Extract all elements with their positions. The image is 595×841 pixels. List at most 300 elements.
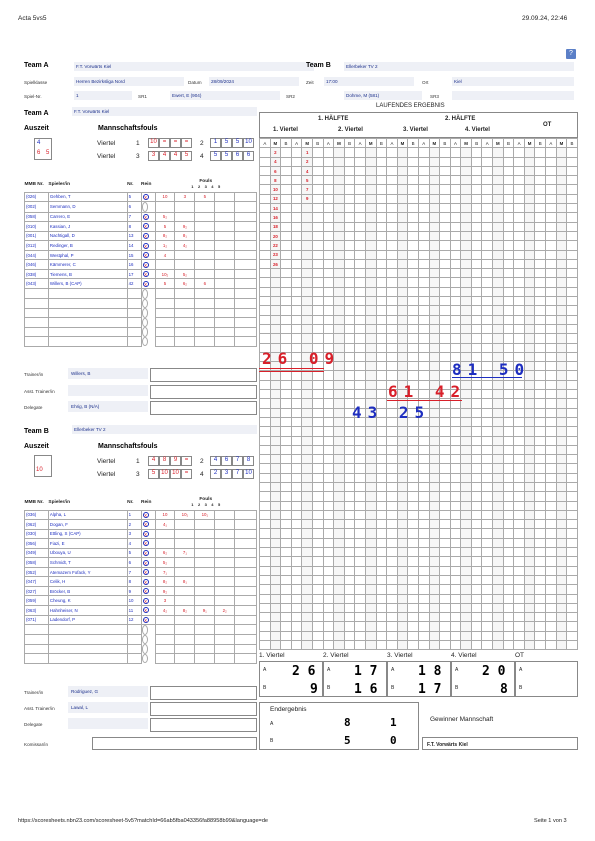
score-cell bbox=[418, 166, 429, 175]
team-a-player-foul bbox=[155, 260, 175, 270]
score-cell bbox=[365, 176, 376, 185]
team-a-player-foul bbox=[215, 327, 235, 337]
sr2-label: SR2 bbox=[286, 94, 295, 99]
score-cell bbox=[334, 148, 345, 157]
score-cell bbox=[408, 371, 419, 380]
team-b-player-mmb: (071) bbox=[25, 615, 49, 625]
team-b-player-foul bbox=[175, 539, 195, 549]
score-cell bbox=[291, 575, 302, 584]
score-cell bbox=[440, 622, 451, 631]
score-cell bbox=[440, 194, 451, 203]
score-cell bbox=[418, 520, 429, 529]
score-cell bbox=[334, 501, 345, 510]
score-cell bbox=[260, 231, 271, 240]
score-cell bbox=[418, 529, 429, 538]
team-b-player-foul bbox=[215, 577, 235, 587]
score-cell bbox=[493, 501, 504, 510]
score-cell bbox=[387, 231, 398, 240]
score-cell bbox=[344, 538, 355, 547]
score-cell bbox=[260, 213, 271, 222]
score-cell bbox=[440, 231, 451, 240]
score-cell bbox=[450, 204, 461, 213]
team-b-player-mmb bbox=[25, 625, 49, 635]
team-b-player-foul bbox=[215, 520, 235, 530]
score-cell bbox=[535, 287, 546, 296]
score-cell bbox=[535, 185, 546, 194]
score-cell bbox=[450, 417, 461, 426]
score-cell bbox=[376, 343, 387, 352]
score-cell bbox=[397, 436, 408, 445]
score-cell bbox=[344, 548, 355, 557]
team-b-player-foul bbox=[235, 586, 257, 596]
team-a-player-foul: 5 bbox=[155, 279, 175, 289]
team-a-player-foul bbox=[235, 250, 257, 260]
score-cell bbox=[514, 585, 525, 594]
score-cell bbox=[440, 259, 451, 268]
score-cell bbox=[450, 166, 461, 175]
team-b-asst-label: Asst. Trainer/in bbox=[24, 706, 55, 711]
score-cell bbox=[408, 482, 419, 491]
score-cell bbox=[302, 287, 313, 296]
score-cell bbox=[355, 501, 366, 510]
score-cell bbox=[281, 436, 292, 445]
score-cell bbox=[546, 399, 557, 408]
team-a-player-mmb: (012) bbox=[25, 241, 49, 251]
score-cell bbox=[260, 399, 271, 408]
score-cell bbox=[482, 482, 493, 491]
score-cell bbox=[418, 501, 429, 510]
score-cell bbox=[302, 566, 313, 575]
score-cell bbox=[461, 315, 472, 324]
score-cell bbox=[567, 529, 578, 538]
team-b-player-mmb: (056) bbox=[25, 539, 49, 549]
score-cell bbox=[260, 185, 271, 194]
team-a-player-foul: 6 bbox=[195, 279, 215, 289]
score-cell bbox=[365, 575, 376, 584]
score-cell bbox=[376, 250, 387, 259]
score-cell bbox=[355, 575, 366, 584]
score-cell bbox=[270, 399, 281, 408]
team-b-player-foul bbox=[235, 510, 257, 520]
score-cell bbox=[440, 482, 451, 491]
score-cell bbox=[461, 473, 472, 482]
score-cell bbox=[312, 455, 323, 464]
score-cell bbox=[344, 575, 355, 584]
score-cell bbox=[418, 297, 429, 306]
score-cell bbox=[323, 250, 334, 259]
score-cell bbox=[270, 641, 281, 650]
score-cell bbox=[323, 399, 334, 408]
score-cell bbox=[365, 371, 376, 380]
score-cell bbox=[461, 287, 472, 296]
score-cell bbox=[260, 380, 271, 389]
score-cell bbox=[461, 213, 472, 222]
score-cell: 20 bbox=[270, 231, 281, 240]
ort-label: Ort bbox=[422, 80, 429, 85]
score-cell bbox=[514, 631, 525, 640]
score-cell bbox=[281, 417, 292, 426]
score-cell bbox=[387, 287, 398, 296]
score-cell bbox=[450, 520, 461, 529]
score-col-header: A bbox=[260, 139, 271, 148]
score-cell bbox=[376, 213, 387, 222]
score-cell bbox=[450, 548, 461, 557]
score-cell bbox=[365, 390, 376, 399]
score-cell bbox=[291, 213, 302, 222]
score-cell bbox=[461, 166, 472, 175]
score-cell bbox=[514, 566, 525, 575]
score-cell bbox=[344, 641, 355, 650]
score-cell bbox=[334, 557, 345, 566]
score-cell bbox=[387, 473, 398, 482]
score-cell bbox=[334, 529, 345, 538]
team-b-player-foul bbox=[215, 567, 235, 577]
score-cell bbox=[524, 529, 535, 538]
team-b-player-name: Cheung, K bbox=[48, 596, 127, 606]
score-cell bbox=[291, 324, 302, 333]
score-cell bbox=[291, 455, 302, 464]
score-cell bbox=[461, 445, 472, 454]
score-cell bbox=[556, 455, 567, 464]
score-cell bbox=[461, 343, 472, 352]
score-cell bbox=[471, 380, 482, 389]
score-cell bbox=[482, 399, 493, 408]
score-cell bbox=[546, 204, 557, 213]
team-b-player-foul: 7₁ bbox=[175, 548, 195, 558]
score-cell bbox=[482, 306, 493, 315]
score-cell bbox=[260, 297, 271, 306]
score-cell bbox=[450, 185, 461, 194]
score-cell bbox=[535, 362, 546, 371]
score-cell bbox=[312, 464, 323, 473]
score-cell bbox=[461, 501, 472, 510]
score-cell bbox=[461, 436, 472, 445]
team-b-player-mmb: (063) bbox=[25, 605, 49, 615]
score-cell bbox=[546, 510, 557, 519]
score-cell bbox=[376, 241, 387, 250]
score-cell bbox=[365, 538, 376, 547]
score-cell bbox=[440, 566, 451, 575]
score-cell bbox=[260, 501, 271, 510]
score-cell bbox=[482, 315, 493, 324]
score-cell bbox=[524, 482, 535, 491]
score-cell bbox=[376, 259, 387, 268]
team-a-player-foul bbox=[235, 327, 257, 337]
score-cell bbox=[556, 380, 567, 389]
score-cell bbox=[471, 585, 482, 594]
score-cell bbox=[355, 278, 366, 287]
team-b-player-rein: X bbox=[141, 577, 155, 587]
score-cell bbox=[567, 408, 578, 417]
score-cell bbox=[397, 269, 408, 278]
score-cell bbox=[355, 269, 366, 278]
score-cell bbox=[418, 455, 429, 464]
score-cell bbox=[387, 594, 398, 603]
score-col-header: B bbox=[440, 139, 451, 148]
score-cell bbox=[524, 436, 535, 445]
score-cell bbox=[503, 548, 514, 557]
zeit-label: Zeit bbox=[306, 80, 314, 85]
score-cell bbox=[408, 455, 419, 464]
score-cell bbox=[408, 306, 419, 315]
sr1-label: SR1 bbox=[138, 94, 147, 99]
score-cell bbox=[429, 362, 440, 371]
score-cell bbox=[493, 622, 504, 631]
score-cell bbox=[387, 148, 398, 157]
score-cell bbox=[302, 250, 313, 259]
team-b-player-rein: X bbox=[141, 558, 155, 568]
team-a-player-mmb: (058) bbox=[25, 212, 49, 222]
team-a-player-foul bbox=[195, 288, 215, 298]
team-a-player-row bbox=[25, 222, 257, 232]
team-a-player-name: Carrero, E bbox=[48, 212, 127, 222]
score-cell bbox=[323, 492, 334, 501]
team-b-player-nr: 8 bbox=[127, 577, 141, 587]
score-cell bbox=[471, 538, 482, 547]
team-b-player-foul bbox=[195, 548, 215, 558]
team-a-player-mmb: (044) bbox=[25, 250, 49, 260]
score-cell bbox=[450, 492, 461, 501]
score-cell bbox=[514, 548, 525, 557]
score-cell bbox=[365, 455, 376, 464]
score-cell bbox=[556, 222, 567, 231]
score-cell bbox=[482, 157, 493, 166]
team-a-player-foul bbox=[235, 212, 257, 222]
score-cell bbox=[482, 241, 493, 250]
score-cell bbox=[323, 520, 334, 529]
score-cell bbox=[524, 417, 535, 426]
team-b-player-name: Dogan, F bbox=[48, 520, 127, 530]
score-cell bbox=[556, 259, 567, 268]
score-cell bbox=[567, 334, 578, 343]
endergebnis-box: Endergebnis A B 8 1 5 0 bbox=[259, 702, 419, 750]
score-cell bbox=[556, 594, 567, 603]
score-cell bbox=[302, 548, 313, 557]
score-cell bbox=[482, 166, 493, 175]
team-b-player-foul bbox=[175, 625, 195, 635]
team-b-player-rein: X bbox=[141, 615, 155, 625]
team-a-player-name bbox=[48, 308, 127, 318]
score-cell bbox=[524, 297, 535, 306]
team-b-player-rein: X bbox=[141, 529, 155, 539]
score-cell bbox=[312, 148, 323, 157]
score-cell bbox=[535, 473, 546, 482]
endergebnis-b-units: 0 bbox=[390, 734, 397, 747]
score-cell bbox=[365, 548, 376, 557]
score-cell bbox=[493, 269, 504, 278]
score-cell bbox=[493, 427, 504, 436]
score-cell bbox=[408, 585, 419, 594]
score-cell bbox=[260, 482, 271, 491]
score-cell bbox=[493, 259, 504, 268]
score-col-header: A bbox=[546, 139, 557, 148]
score-cell bbox=[461, 185, 472, 194]
score-cell bbox=[281, 259, 292, 268]
team-a-player-rein bbox=[142, 327, 148, 337]
team-b-fouls-q4: 2 3 7 10 bbox=[210, 469, 254, 479]
score-cell bbox=[493, 603, 504, 612]
team-a-player-foul bbox=[215, 231, 235, 241]
score-cell bbox=[365, 585, 376, 594]
score-cell bbox=[556, 185, 567, 194]
score-cell bbox=[355, 371, 366, 380]
score-cell bbox=[302, 603, 313, 612]
team-a-player-foul bbox=[215, 212, 235, 222]
score-cell bbox=[514, 641, 525, 650]
score-col-header: M bbox=[334, 139, 345, 148]
score-cell bbox=[312, 427, 323, 436]
team-a-player-nr: 15 bbox=[127, 250, 141, 260]
score-cell bbox=[567, 157, 578, 166]
score-cell bbox=[429, 445, 440, 454]
score-cell bbox=[514, 520, 525, 529]
team-a-player-foul bbox=[155, 288, 175, 298]
score-cell bbox=[302, 306, 313, 315]
team-a-player-mmb: (001) bbox=[25, 231, 49, 241]
score-cell bbox=[270, 380, 281, 389]
score-cell bbox=[376, 148, 387, 157]
score-cell bbox=[440, 222, 451, 231]
score-cell bbox=[514, 213, 525, 222]
score-cell bbox=[493, 157, 504, 166]
score-cell bbox=[291, 287, 302, 296]
gewinner-label: Gewinner Mannschaft bbox=[430, 716, 494, 723]
score-cell bbox=[281, 482, 292, 491]
score-cell bbox=[397, 427, 408, 436]
score-cell bbox=[546, 334, 557, 343]
score-cell bbox=[397, 362, 408, 371]
score-cell bbox=[312, 613, 323, 622]
score-cell bbox=[514, 455, 525, 464]
team-a-player-name bbox=[48, 318, 127, 328]
score-cell bbox=[546, 324, 557, 333]
score-cell bbox=[556, 417, 567, 426]
team-a-player-nr: 42 bbox=[127, 279, 141, 289]
score-cell bbox=[355, 194, 366, 203]
score-cell bbox=[514, 297, 525, 306]
score-cell bbox=[546, 575, 557, 584]
score-cell bbox=[418, 436, 429, 445]
score-cell bbox=[524, 166, 535, 175]
score-cell bbox=[450, 259, 461, 268]
score-cell bbox=[418, 222, 429, 231]
score-cell bbox=[397, 538, 408, 547]
score-cell bbox=[387, 269, 398, 278]
score-cell: 23 bbox=[270, 250, 281, 259]
score-cell bbox=[323, 585, 334, 594]
score-cell bbox=[302, 585, 313, 594]
score-cell bbox=[567, 492, 578, 501]
score-cell bbox=[514, 176, 525, 185]
score-cell bbox=[556, 501, 567, 510]
score-cell bbox=[482, 557, 493, 566]
score-cell bbox=[376, 185, 387, 194]
score-cell bbox=[397, 455, 408, 464]
score-cell bbox=[323, 278, 334, 287]
score-cell bbox=[429, 455, 440, 464]
score-cell bbox=[334, 204, 345, 213]
score-cell bbox=[376, 529, 387, 538]
score-cell bbox=[281, 594, 292, 603]
team-b-player-rein: X bbox=[141, 586, 155, 596]
score-cell bbox=[514, 417, 525, 426]
score-cell bbox=[355, 520, 366, 529]
score-cell bbox=[302, 278, 313, 287]
team-b-player-foul bbox=[215, 625, 235, 635]
score-cell bbox=[291, 259, 302, 268]
score-cell bbox=[567, 445, 578, 454]
score-cell bbox=[334, 473, 345, 482]
team-a-player-name bbox=[48, 288, 127, 298]
score-cell bbox=[334, 594, 345, 603]
score-cell bbox=[334, 548, 345, 557]
score-cell bbox=[567, 371, 578, 380]
team-b-player-foul: 9₂ bbox=[155, 586, 175, 596]
score-cell bbox=[281, 194, 292, 203]
score-cell bbox=[312, 194, 323, 203]
score-cell bbox=[418, 278, 429, 287]
score-cell bbox=[524, 287, 535, 296]
team-b-player-nr: 11 bbox=[127, 605, 141, 615]
score-cell bbox=[429, 334, 440, 343]
score-cell bbox=[450, 408, 461, 417]
score-cell bbox=[387, 482, 398, 491]
score-cell bbox=[461, 334, 472, 343]
score-cell bbox=[344, 473, 355, 482]
score-cell bbox=[546, 557, 557, 566]
help-icon[interactable]: ? bbox=[566, 49, 576, 59]
team-b-player-rein: X bbox=[141, 596, 155, 606]
score-cell bbox=[312, 166, 323, 175]
score-cell bbox=[503, 380, 514, 389]
score-cell bbox=[387, 613, 398, 622]
score-cell bbox=[567, 213, 578, 222]
score-cell bbox=[471, 269, 482, 278]
score-cell bbox=[556, 297, 567, 306]
score-cell bbox=[418, 482, 429, 491]
score-cell bbox=[535, 538, 546, 547]
score-cell bbox=[429, 176, 440, 185]
score-cell bbox=[334, 455, 345, 464]
score-cell bbox=[260, 315, 271, 324]
score-cell bbox=[429, 324, 440, 333]
score-cell bbox=[440, 548, 451, 557]
score-cell bbox=[556, 492, 567, 501]
score-cell bbox=[270, 371, 281, 380]
score-cell bbox=[567, 297, 578, 306]
score-cell bbox=[291, 510, 302, 519]
score-cell bbox=[450, 510, 461, 519]
score-cell bbox=[408, 259, 419, 268]
team-a-player-nr bbox=[127, 327, 141, 337]
score-cell bbox=[408, 269, 419, 278]
score-cell bbox=[281, 371, 292, 380]
score-cell bbox=[493, 278, 504, 287]
score-cell bbox=[429, 464, 440, 473]
score-cell bbox=[440, 492, 451, 501]
score-cell bbox=[535, 408, 546, 417]
score-cell bbox=[524, 222, 535, 231]
score-cell bbox=[535, 464, 546, 473]
team-b-player-rein bbox=[142, 635, 148, 645]
score-cell bbox=[567, 278, 578, 287]
score-cell bbox=[355, 482, 366, 491]
score-cell bbox=[323, 557, 334, 566]
score-cell bbox=[524, 520, 535, 529]
team-b-player-foul bbox=[175, 635, 195, 645]
score-cell bbox=[493, 306, 504, 315]
score-cell bbox=[471, 455, 482, 464]
